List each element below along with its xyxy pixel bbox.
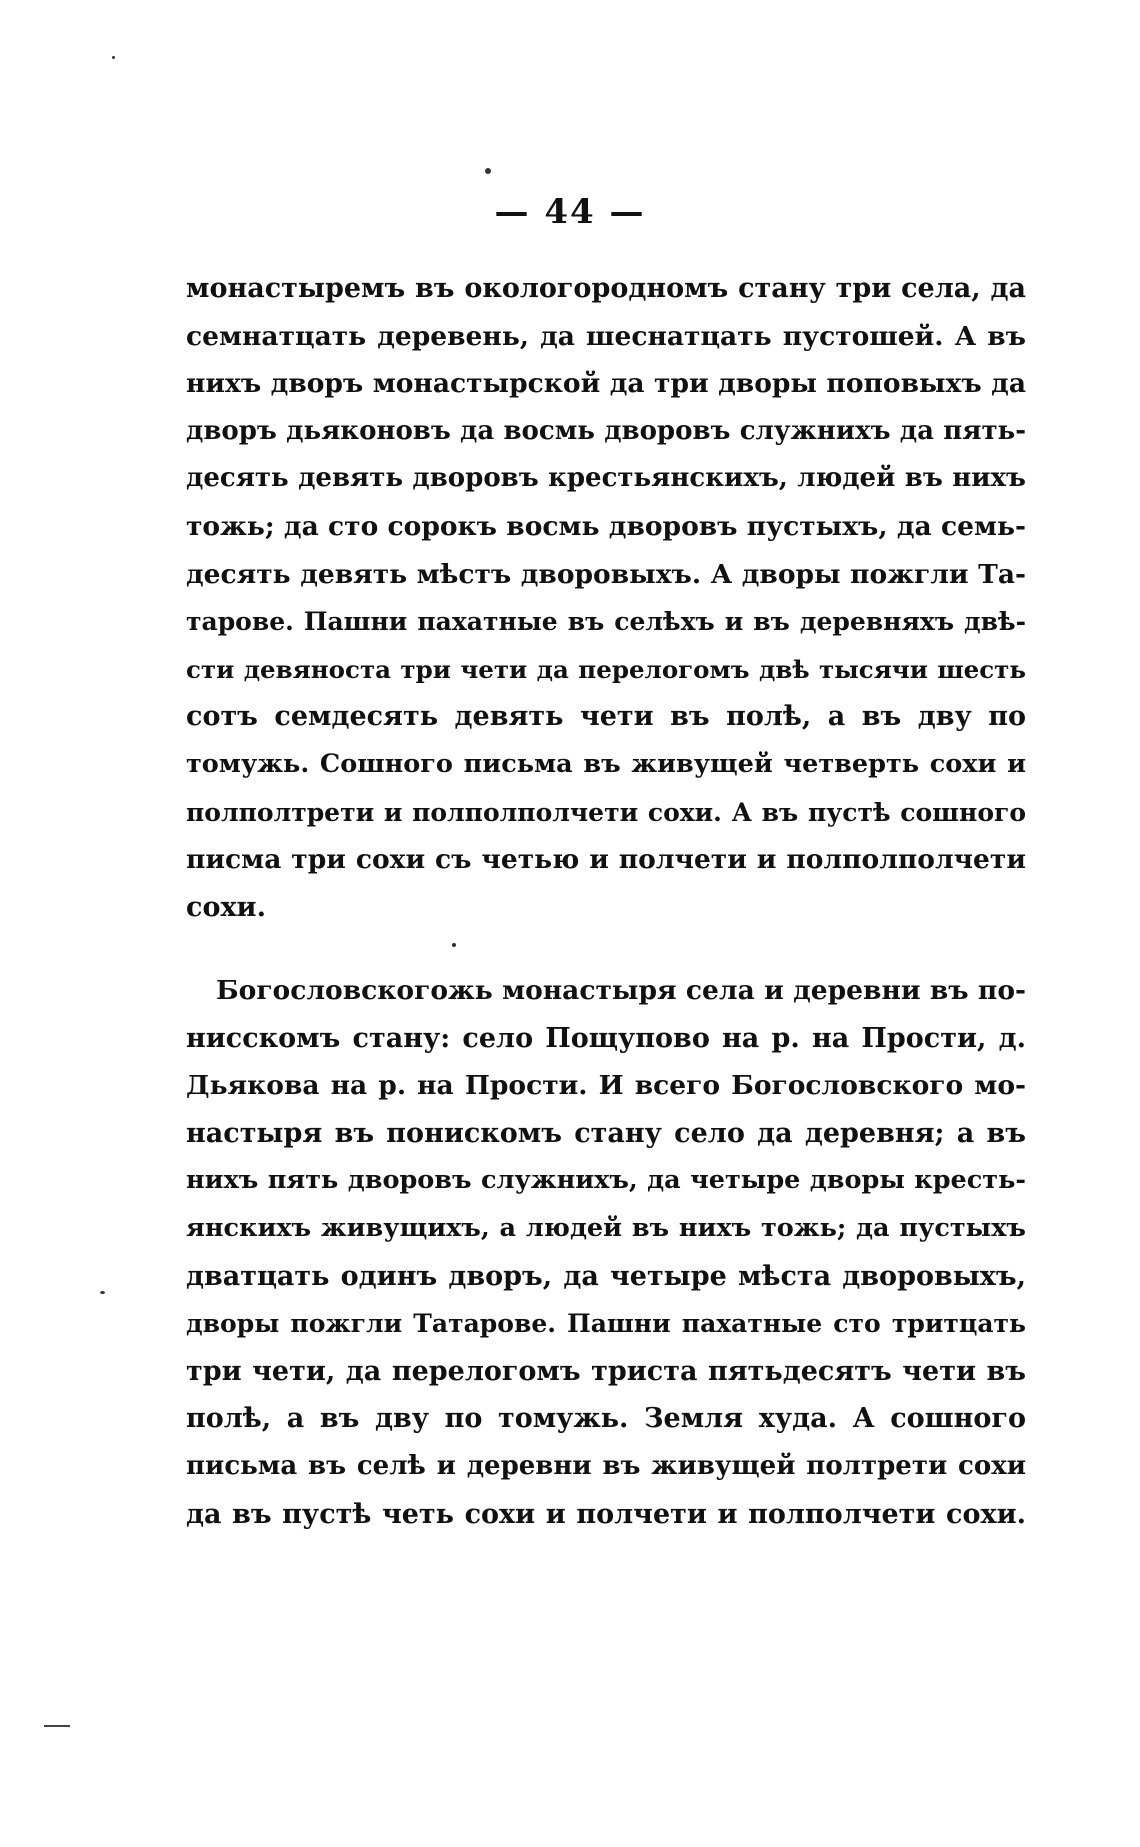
text-line: письма въ селѣ и деревни въ живущей полтрети сохи [186, 1450, 1026, 1481]
text-line: томужь. Сошного письма въ живущей четверть сохи и [186, 748, 1026, 779]
text-line: десять девять мѣстъ дворовыхъ. А дворы пожгли Та- [186, 558, 1026, 590]
text-line: нихъ пять дворовъ служнихъ, да четыре дворы кресть- [186, 1165, 1026, 1196]
text-line: дворы пожгли Татарове. Пашни пахатные сто тритцать [186, 1309, 1026, 1339]
text-line: нихъ дворъ монастырской да три дворы поповыхъ да [186, 368, 1026, 400]
margin-mark [44, 1725, 70, 1727]
text-line: три чети, да перелогомъ триста пятьдесятъ чети въ [186, 1355, 1026, 1387]
ink-speck [112, 56, 115, 59]
text-line: семнатцать деревень, да шеснатцать пустошей. А въ [186, 320, 1026, 352]
text-line: сти девяноста три чети да перелогомъ двѣ тысячи шесть [186, 654, 1026, 684]
ink-speck [485, 168, 491, 174]
text-line: тожь; да сто сорокъ восмь дворовъ пустыхъ, да семь- [186, 510, 1026, 542]
text-line: янскихъ живущихъ, а людей въ нихъ тожь; да пустыхъ [186, 1212, 1026, 1243]
text-line: писма три сохи съ четью и полчети и полполполчети [186, 844, 1026, 876]
page-number: — 44 — [494, 192, 646, 232]
text-line: да въ пустѣ четь сохи и полчети и полполчети сохи. [186, 1498, 1026, 1530]
text-line: полѣ, а въ дву по томужь. Земля худа. А сошного [186, 1403, 1026, 1435]
text-line: монастыремъ въ окологородномъ стану три села, да [186, 273, 1026, 304]
text-line: настыря въ понискомъ стану село да деревня; а въ [186, 1117, 1026, 1149]
text-line: полполтрети и полполполчети сохи. А въ пустѣ сошного [186, 797, 1026, 827]
text-line: нисскомъ стану: село Пощупово на р. на Прости, д. [186, 1022, 1026, 1054]
text-line: тарове. Пашни пахатные въ селѣхъ и въ деревняхъ двѣ- [186, 607, 1026, 637]
paragraph-1 [186, 265, 1026, 931]
paragraph-2 [186, 967, 1026, 1538]
text-line: сотъ семдесять девять чети въ полѣ, а въ дву по [186, 701, 1026, 733]
ink-speck [100, 1291, 105, 1294]
text-line: дватцать одинъ дворъ, да четыре мѣста дворовыхъ, [186, 1260, 1026, 1292]
text-line: Богословскогожь монастыря села и деревни въ по- [216, 975, 1026, 1006]
ink-speck [452, 943, 456, 947]
text-line: Дьякова на р. на Прости. И всего Богословского мо- [186, 1070, 1026, 1102]
text-line: сохи. [186, 891, 266, 923]
text-line: десять девять дворовъ крестьянскихъ, людей въ нихъ [186, 463, 1026, 494]
text-line: дворъ дьяконовъ да восмь дворовъ служнихъ да пять- [186, 415, 1026, 446]
